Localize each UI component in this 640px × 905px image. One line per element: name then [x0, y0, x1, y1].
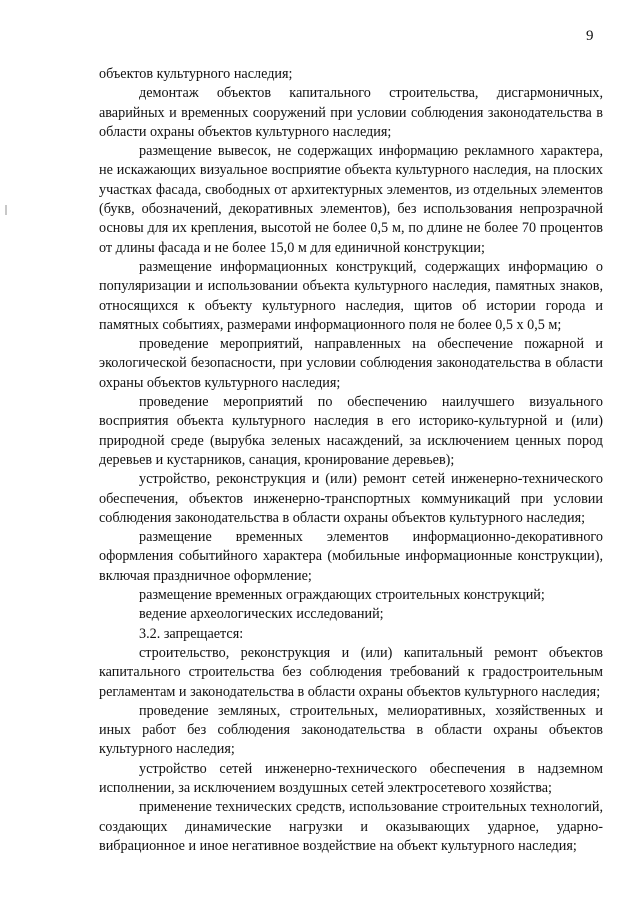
paragraph-14: устройство сетей инженерно-технического обеспечения в надземном исполнении, за исключением воздушных сетей электросетевого хозяйства;	[99, 760, 603, 796]
paragraph-4: размещение информационных конструкций, содержащих информацию о популяризации и использовании объекта культурного наследия, памятных знаков, относящихся к объекту культурного наследия, щитов об истории города и памятных событиях, размерами информационного поля не более 0,5 х 0,5 м;	[99, 258, 603, 333]
margin-mark	[5, 205, 7, 215]
paragraph-3: размещение вывесок, не содержащих информацию рекламного характера, не искажающих визуальное восприятие объекта культурного наследия, на плоских участках фасада, свободных от архитектурных элементов, из отдельных элементов (букв, обозначений, декоративных элементов), без использования непрозрачной основы для их крепления, высотой не более 0,5 м, по длине не более 70 процентов от длины фасада и не более 15,0 м для единичной конструкции;	[99, 143, 603, 256]
paragraph-8: размещение временных элементов информационно-декоративного оформления событийного характера (мобильные информационные конструкции), включая праздничное оформление;	[99, 529, 603, 584]
page-number: 9	[586, 28, 594, 44]
paragraph-15: применение технических средств, использование строительных технологий, создающих динамические нагрузки и оказывающих ударное, ударно-вибрационное и иное негативное воздействие на объект культурного наследия;	[99, 799, 603, 854]
paragraph-5: проведение мероприятий, направленных на обеспечение пожарной и экологической безопасности, при условии соблюдения законодательства в области охраны объектов культурного наследия;	[99, 336, 603, 391]
paragraph-6: проведение мероприятий по обеспечению наилучшего визуального восприятия объекта культурного наследия в его историко-культурной и (или) природной среде (вырубка зеленых насаждений, за исключением ценных пород деревьев и кустарников, санация, кронирование деревьев);	[99, 394, 603, 468]
paragraph-7: устройство, реконструкция и (или) ремонт сетей инженерно-технического обеспечения, объектов инженерно-транспортных коммуникаций при условии соблюдения законодательства в области охраны объектов культурного наследия;	[99, 471, 603, 526]
paragraph-9: размещение временных ограждающих строительных конструкций;	[139, 587, 545, 604]
paragraph-12: строительство, реконструкция и (или) капитальный ремонт объектов капитального строительства без соблюдения требований к градостроительным регламентам и законодательства в области охраны объектов культурного наследия;	[99, 644, 603, 700]
paragraph-10: ведение археологических исследований;	[139, 606, 384, 623]
document-body	[99, 65, 603, 856]
paragraph-1: объектов культурного наследия;	[99, 66, 293, 82]
paragraph-2: демонтаж объектов капитального строительства, дисгармоничных, аварийных и временных сооружений при условии соблюдения законодательства в области охраны объектов культурного наследия;	[99, 85, 603, 140]
section-heading-3-2: 3.2. запрещается:	[139, 625, 244, 642]
paragraph-13: проведение земляных, строительных, мелиоративных, хозяйственных и иных работ без соблюдения законодательства в области охраны объектов культурного наследия;	[99, 702, 603, 758]
